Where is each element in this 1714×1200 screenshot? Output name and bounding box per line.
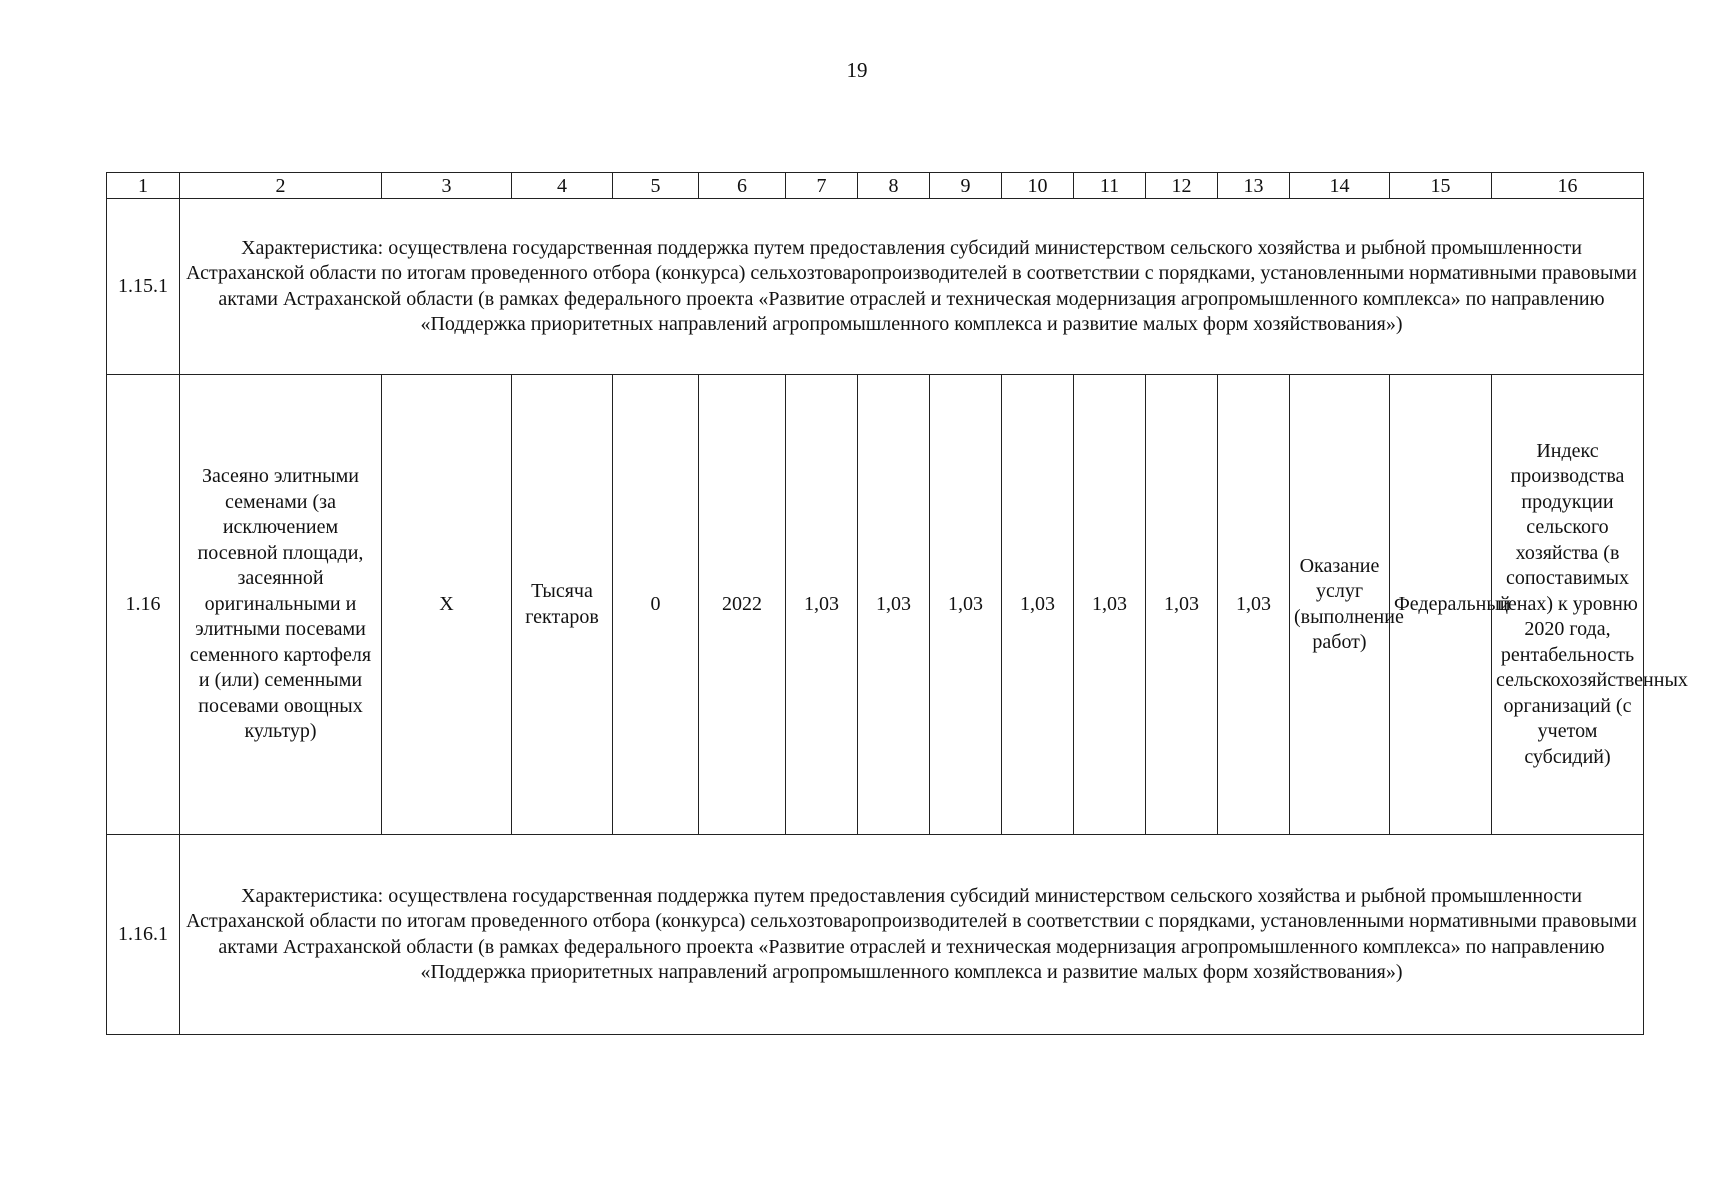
value-cell: 1,03 <box>858 375 930 835</box>
unit-cell: Тысяча гектаров <box>512 375 613 835</box>
data-table <box>106 172 1688 1035</box>
header-cell: 12 <box>1146 173 1218 199</box>
header-cell: 6 <box>699 173 786 199</box>
table-row <box>107 375 1644 835</box>
header-cell: 9 <box>930 173 1002 199</box>
row-number: 1.16.1 <box>107 835 180 1035</box>
header-cell: 13 <box>1218 173 1290 199</box>
row-number: 1.15.1 <box>107 199 180 375</box>
value-cell: 1,03 <box>1218 375 1290 835</box>
type-cell: Оказание услуг (выполнение работ) <box>1290 375 1390 835</box>
header-cell: 10 <box>1002 173 1074 199</box>
base-value-cell: 0 <box>613 375 699 835</box>
header-cell: 14 <box>1290 173 1390 199</box>
header-cell: 11 <box>1074 173 1146 199</box>
header-cell: 15 <box>1390 173 1492 199</box>
characteristic-text-content: Характеристика: осуществлена государственная поддержка путем предоставления субсидий министерством сельского хозяйства и рыбной промышленности Астраханской области по итогам проведенного отбора (конкурса) сельхозтоваропроизводителей в соответствии с порядками, установленными нормативными правовыми актами Астраханской области (в рамках федерального проекта «Развитие отраслей и техническая модернизация агропромышленного комплекса» по направлению «Поддержка приоритетных направлений агропромышленного комплекса и развитие малых форм хозяйствования») <box>186 884 1637 983</box>
value-cell: 1,03 <box>1002 375 1074 835</box>
table-row <box>107 199 1644 375</box>
value-cell: 1,03 <box>930 375 1002 835</box>
row-number: 1.16 <box>107 375 180 835</box>
table-row <box>107 835 1644 1035</box>
indicator-name <box>180 375 382 835</box>
table-header-row <box>107 173 1644 199</box>
col3-cell: X <box>382 375 512 835</box>
characteristic-text-content: Характеристика: осуществлена государственная поддержка путем предоставления субсидий министерством сельского хозяйства и рыбной промышленности Астраханской области по итогам проведенного отбора (конкурса) сельхозтоваропроизводителей в соответствии с порядками, установленными нормативными правовыми актами Астраханской области (в рамках федерального проекта «Развитие отраслей и техническая модернизация агропромышленного комплекса» по направлению «Поддержка приоритетных направлений агропромышленного комплекса и развитие малых форм хозяйствования») <box>186 236 1637 335</box>
base-year-cell: 2022 <box>699 375 786 835</box>
characteristic-text <box>180 199 1644 375</box>
value-cell: 1,03 <box>786 375 858 835</box>
characteristic-text <box>180 835 1644 1035</box>
header-cell: 1 <box>107 173 180 199</box>
value-cell: 1,03 <box>1074 375 1146 835</box>
header-cell: 4 <box>512 173 613 199</box>
header-cell: 2 <box>180 173 382 199</box>
link-cell: Индекс производства продукции сельского хозяйства (в сопоставимых ценах) к уровню 2020 года, рентабельность сельскохозяйственных организаций (с учетом субсидий) <box>1492 375 1644 835</box>
header-cell: 5 <box>613 173 699 199</box>
level-cell: Федеральный <box>1390 375 1492 835</box>
page-number: 19 <box>846 58 868 82</box>
header-cell: 7 <box>786 173 858 199</box>
value-cell: 1,03 <box>1146 375 1218 835</box>
header-cell: 16 <box>1492 173 1644 199</box>
indicator-name-text: Засеяно элитными семенами (за исключением посевной площади, засеянной оригинальными и элитными посевами семенного картофеля и (или) семенными посевами овощных культур) <box>189 465 372 743</box>
header-cell: 8 <box>858 173 930 199</box>
header-cell: 3 <box>382 173 512 199</box>
